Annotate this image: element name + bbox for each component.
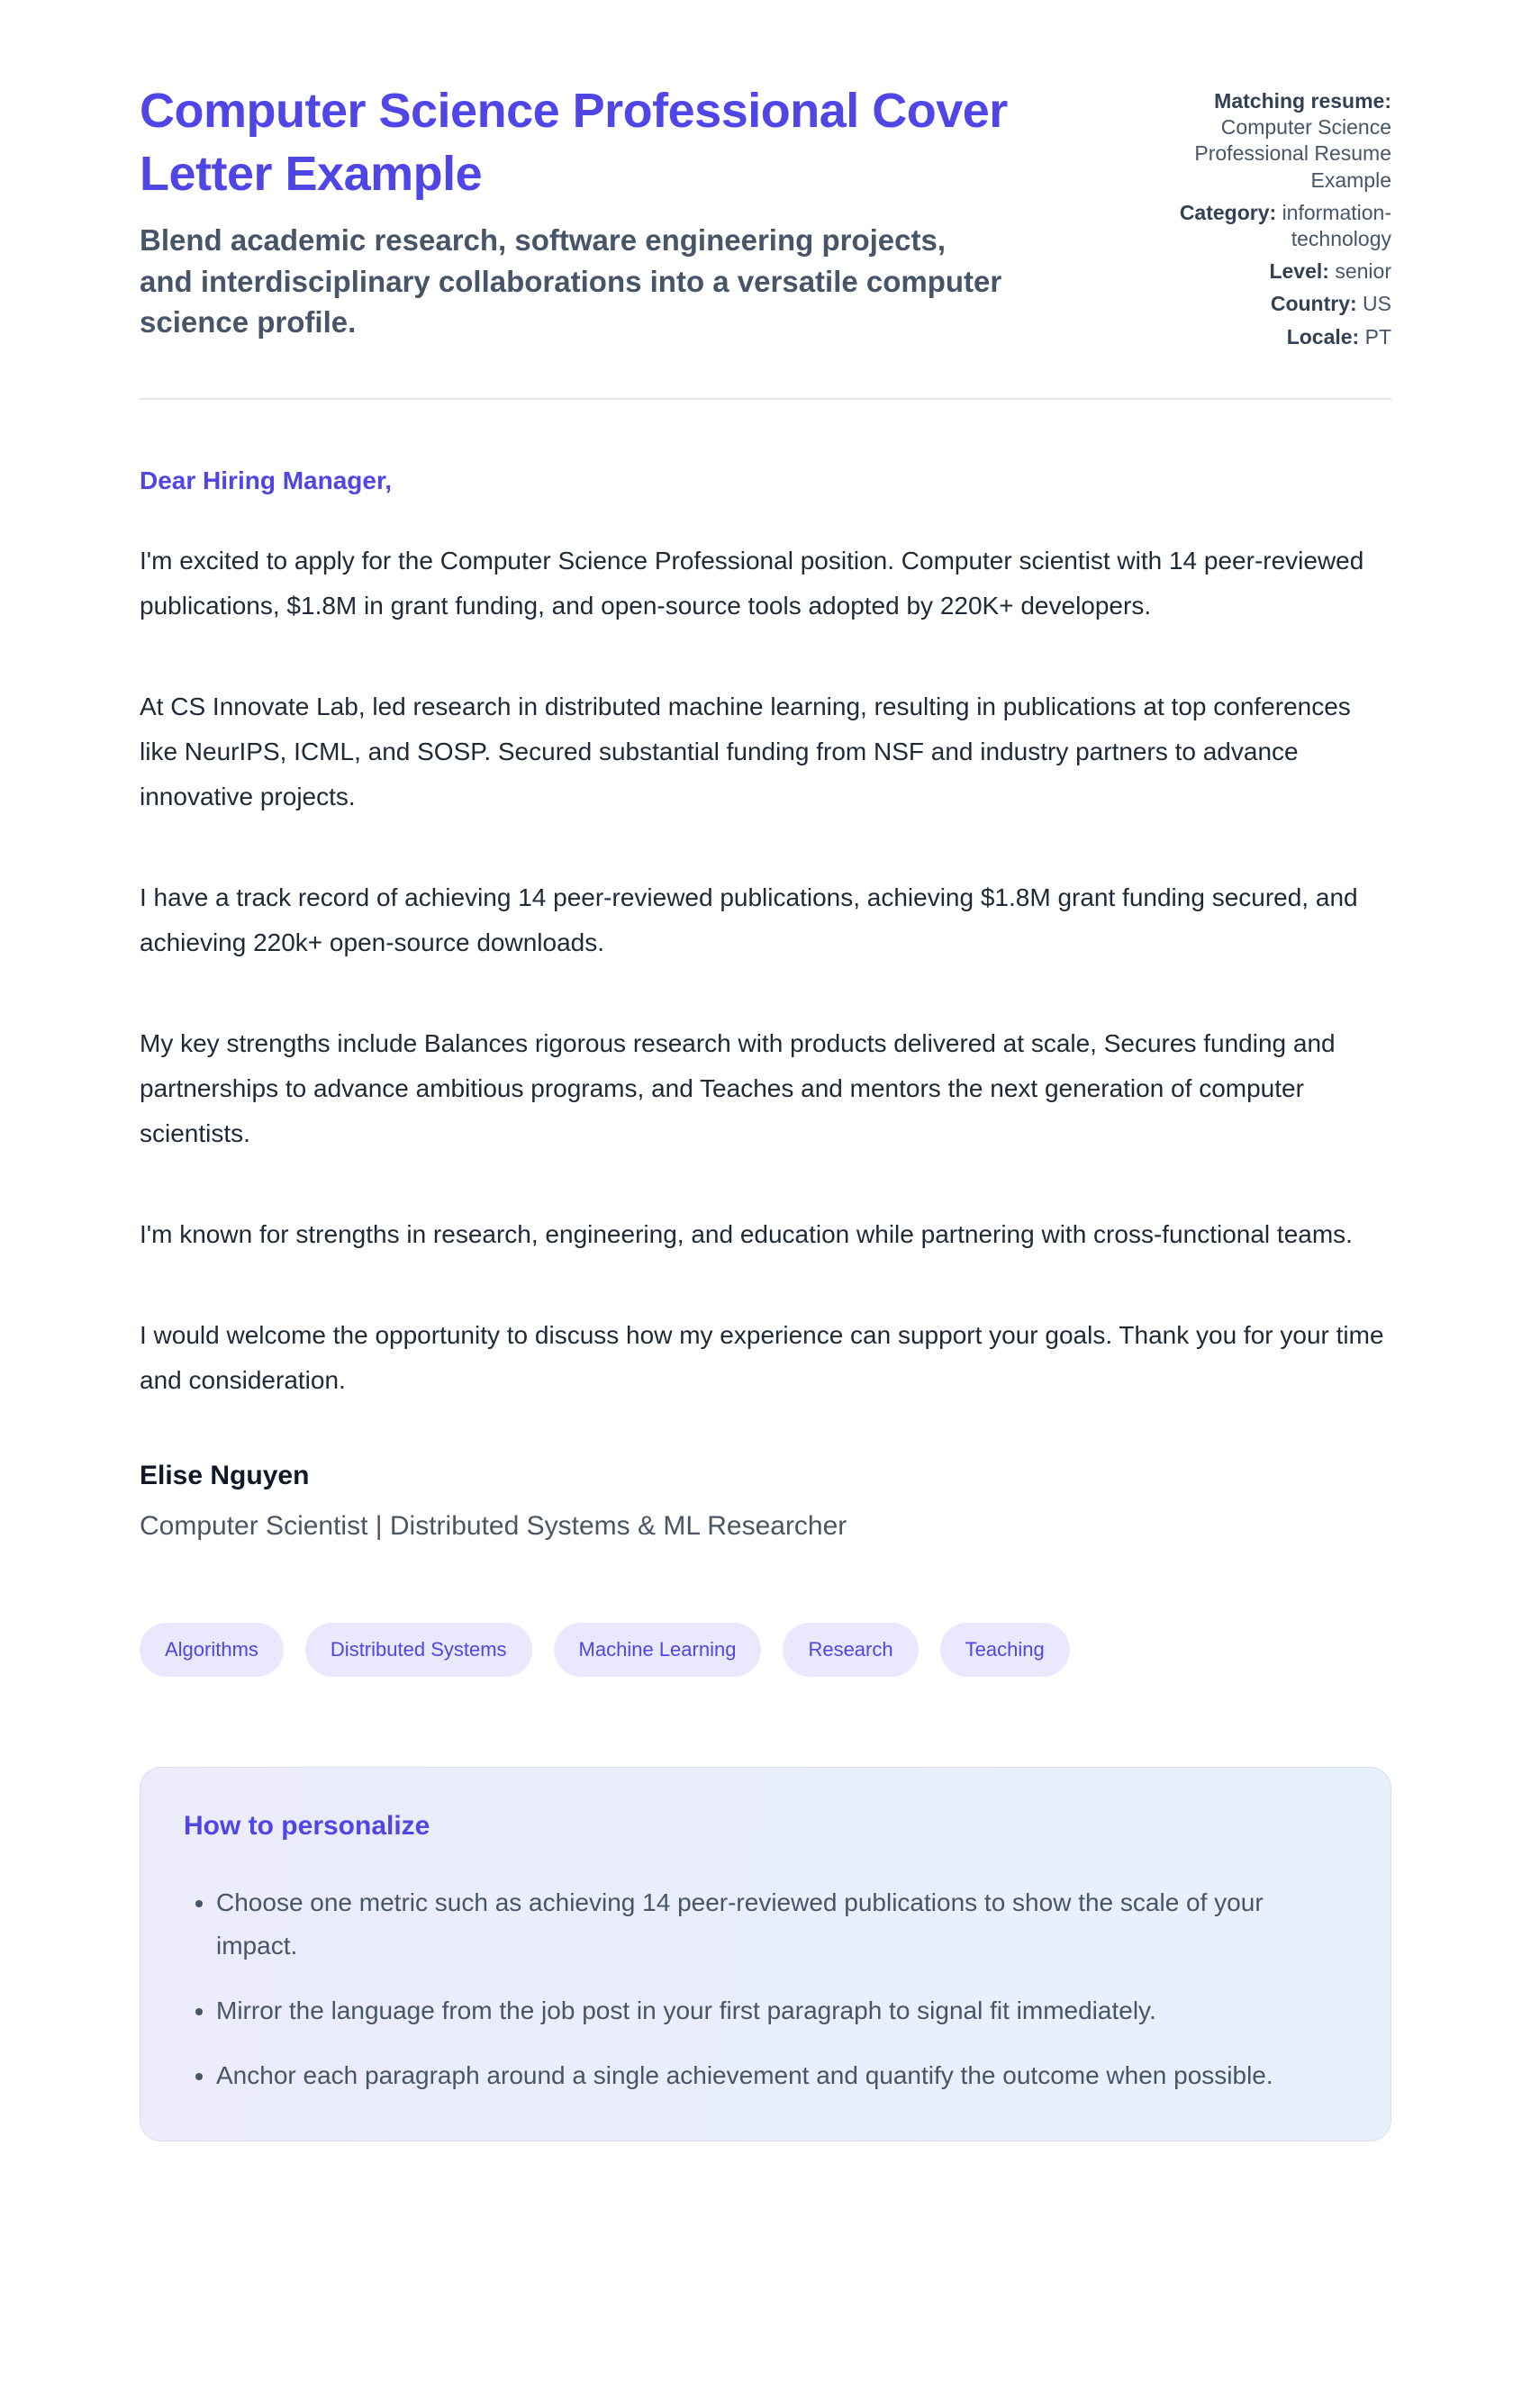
header-divider <box>140 398 1391 400</box>
header-text-block <box>140 79 1121 342</box>
meta-locale <box>1121 324 1391 350</box>
page-subtitle: Blend academic research, software engineering projects, and interdisciplinary collaborations into a versatile computer science profile. <box>140 223 1002 339</box>
meta-matching-resume-label: Matching resume: <box>1214 89 1391 113</box>
letter-body <box>140 466 1391 1543</box>
meta-panel <box>1121 88 1391 357</box>
letter-paragraph-5: I'm known for strengths in research, engineering, and education while partnering with cross-functional teams. <box>140 1219 1353 1248</box>
meta-country-value: US <box>1363 292 1391 316</box>
meta-locale-value: PT <box>1364 324 1391 349</box>
personalize-list <box>184 1881 1347 2097</box>
personalize-title: How to personalize <box>184 1810 430 1841</box>
tag-pill-algorithms[interactable]: Algorithms <box>140 1623 284 1677</box>
personalize-box <box>140 1767 1391 2141</box>
letter-paragraph-1: I'm excited to apply for the Computer Science Professional position. Computer scientist with 14 peer-reviewed publications, $1.8M in grant funding, and open-source tools adopted by 220K+ developers. <box>140 546 1364 620</box>
letter-paragraph-2: At CS Innovate Lab, led research in distributed machine learning, resulting in publications at top conferences like NeurIPS, ICML, and SOSP. Secured substantial funding from NSF and industry partners to advance innovative projects. <box>140 692 1351 810</box>
letter-paragraph-3: I have a track record of achieving 14 peer-reviewed publications, achieving $1.8M grant funding secured, and achieving 220k+ open-source downloads. <box>140 883 1358 956</box>
meta-country <box>1121 291 1391 317</box>
meta-country-label: Country: <box>1270 292 1357 316</box>
tag-pill-distributed-systems[interactable]: Distributed Systems <box>305 1623 532 1677</box>
meta-locale-label: Locale: <box>1286 324 1360 349</box>
tag-pill-research[interactable]: Research <box>783 1623 918 1677</box>
meta-category-label: Category: <box>1179 200 1277 224</box>
meta-level <box>1121 258 1391 285</box>
meta-level-value: senior <box>1335 259 1391 284</box>
personalize-tip-3: • Anchor each paragraph around a single achievement and quantify the outcome when possible. <box>216 2054 1324 2097</box>
personalize-tip-2: • Mirror the language from the job post in your first paragraph to signal fit immediately. <box>216 1989 1324 2032</box>
meta-category-value: information-technology <box>1282 200 1391 251</box>
letter-paragraph-6: I would welcome the opportunity to discuss how my experience can support your goals. Thank you for your time and consideration. <box>140 1320 1384 1394</box>
tag-list <box>140 1623 1391 1677</box>
salutation: Dear Hiring Manager, <box>140 466 393 494</box>
page-title: Computer Science Professional Cover Letter Example <box>140 84 1008 202</box>
tag-pill-teaching[interactable]: Teaching <box>940 1623 1070 1677</box>
signature-role: Computer Scientist | Distributed Systems & ML Researcher <box>140 1511 847 1542</box>
meta-level-label: Level: <box>1269 259 1329 284</box>
letter-paragraph-4: My key strengths include Balances rigorous research with products delivered at scale, Secures funding and partnerships to advance ambitious programs, and Teaches and mentors the next generation of computer scientists. <box>140 1028 1336 1147</box>
meta-matching-resume-value: Computer Science Professional Resume Example <box>1194 115 1391 192</box>
personalize-tip-1: • Choose one metric such as achieving 14 peer-reviewed publications to show the scale of your impact. <box>216 1881 1324 1968</box>
tag-pill-machine-learning[interactable]: Machine Learning <box>554 1623 762 1677</box>
meta-category <box>1121 200 1391 252</box>
header <box>140 79 1391 357</box>
meta-matching-resume <box>1121 88 1391 194</box>
signature-name: Elise Nguyen <box>140 1460 310 1490</box>
